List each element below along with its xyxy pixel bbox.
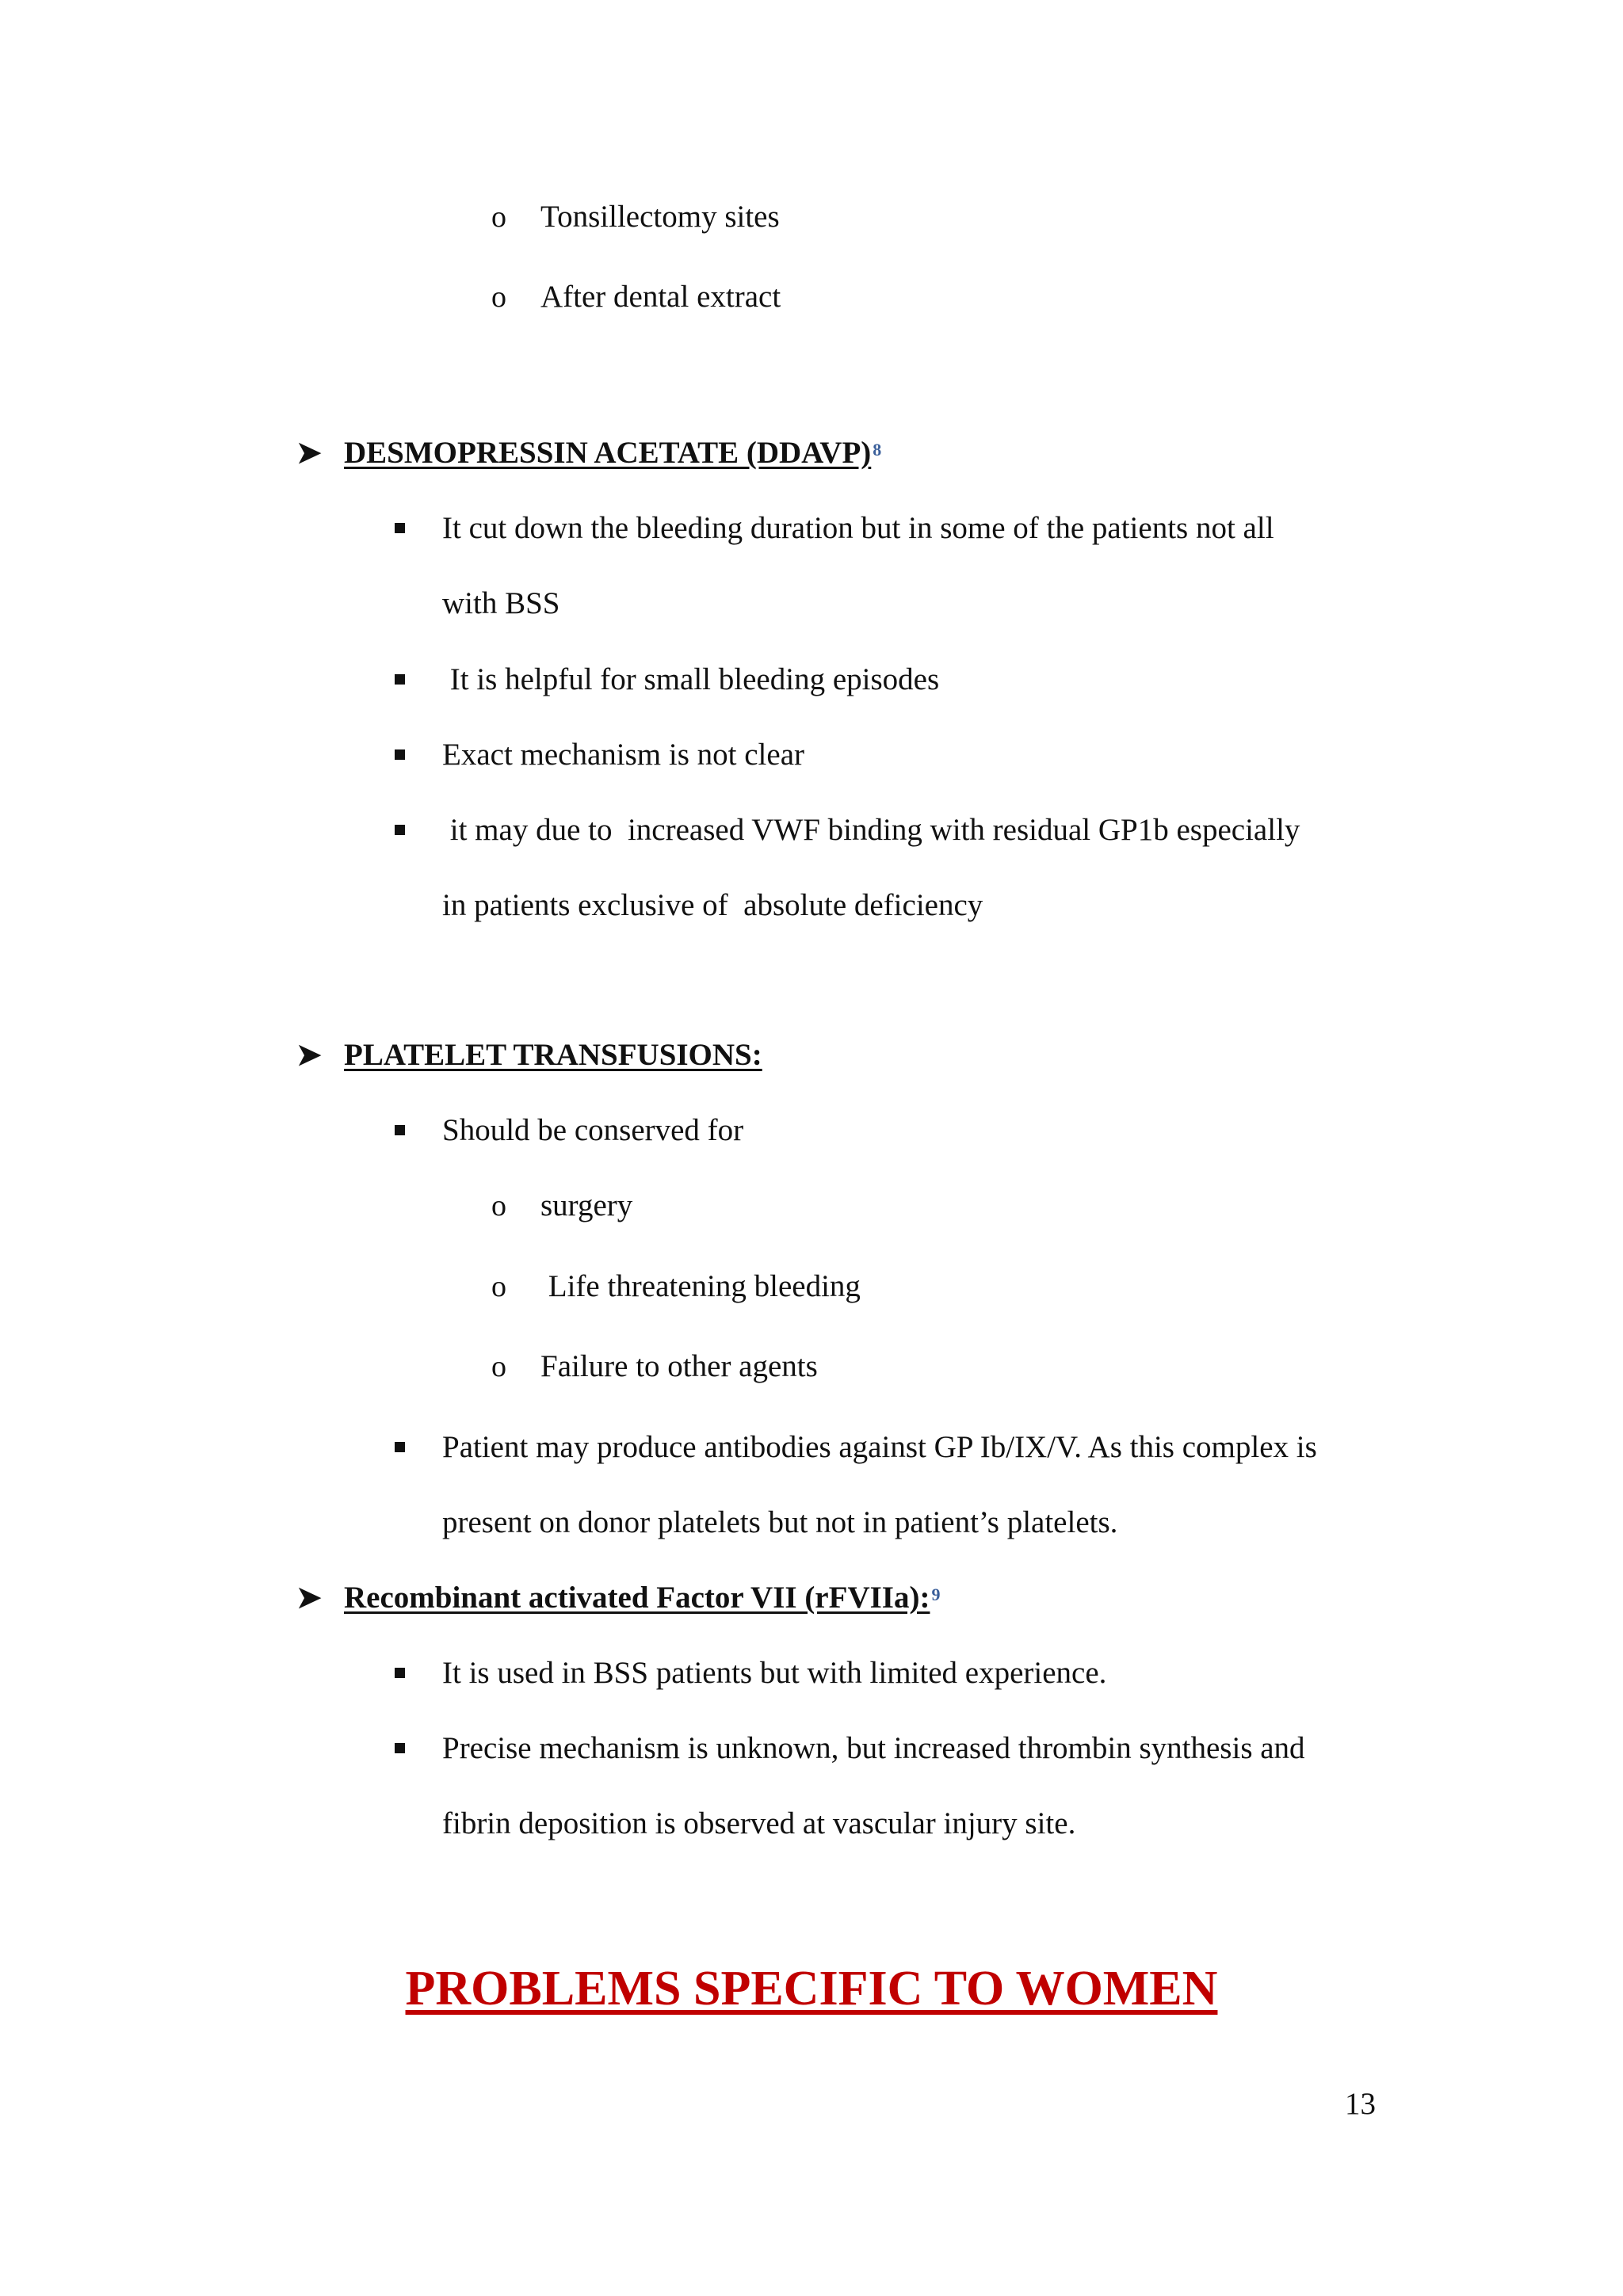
list-item: Exact mechanism is not clear bbox=[442, 738, 804, 772]
arrow-bullet-icon: ➤ bbox=[296, 437, 322, 470]
list-item: Life threatening bleeding bbox=[540, 1269, 861, 1303]
list-item: surgery bbox=[540, 1188, 633, 1222]
list-item: Patient may produce antibodies against GP Ib/IX/V. As this complex is bbox=[442, 1430, 1317, 1464]
circle-bullet-icon: o bbox=[491, 1189, 506, 1222]
circle-bullet-icon: o bbox=[491, 1350, 506, 1383]
list-item-continuation: with BSS bbox=[442, 586, 560, 620]
square-bullet-icon bbox=[395, 1668, 405, 1678]
list-item: It cut down the bleeding duration but in some of the patients not all bbox=[442, 511, 1274, 545]
list-item: After dental extract bbox=[540, 280, 781, 314]
square-bullet-icon bbox=[395, 674, 405, 685]
list-item: Should be conserved for bbox=[442, 1113, 744, 1147]
square-bullet-icon bbox=[395, 1442, 405, 1452]
square-bullet-icon bbox=[395, 825, 405, 835]
list-item-continuation: present on donor platelets but not in patient’s platelets. bbox=[442, 1505, 1118, 1539]
square-bullet-icon bbox=[395, 749, 405, 760]
page-number: 13 bbox=[1345, 2087, 1376, 2121]
circle-bullet-icon: o bbox=[491, 280, 506, 314]
platelet-heading: PLATELET TRANSFUSIONS: bbox=[344, 1038, 762, 1072]
arrow-bullet-icon: ➤ bbox=[296, 1039, 322, 1072]
circle-bullet-icon: o bbox=[491, 1270, 506, 1303]
list-item: Failure to other agents bbox=[540, 1349, 818, 1383]
list-item: It is used in BSS patients but with limited experience. bbox=[442, 1656, 1107, 1690]
square-bullet-icon bbox=[395, 1125, 405, 1135]
list-item: Tonsillectomy sites bbox=[540, 200, 780, 234]
list-item: It is helpful for small bleeding episodes bbox=[442, 662, 940, 696]
ddavp-reference: 8 bbox=[873, 440, 882, 460]
list-item-continuation: fibrin deposition is observed at vascular injury site. bbox=[442, 1806, 1076, 1840]
list-item: Precise mechanism is unknown, but increased thrombin synthesis and bbox=[442, 1731, 1305, 1765]
section-title: PROBLEMS SPECIFIC TO WOMEN bbox=[405, 1962, 1218, 2016]
list-item: it may due to increased VWF binding with residual GP1b especially bbox=[442, 813, 1300, 847]
ddavp-heading: DESMOPRESSIN ACETATE (DDAVP)$^8$ bbox=[344, 436, 881, 471]
square-bullet-icon bbox=[395, 1743, 405, 1753]
arrow-bullet-icon: ➤ bbox=[296, 1581, 322, 1615]
square-bullet-icon bbox=[395, 523, 405, 533]
list-item-continuation: in patients exclusive of absolute deficiency bbox=[442, 888, 983, 922]
rfviia-reference: 9 bbox=[931, 1585, 941, 1604]
circle-bullet-icon: o bbox=[491, 200, 506, 234]
rfviia-heading: Recombinant activated Factor VII (rFVIIa):$^9$ bbox=[344, 1581, 940, 1615]
